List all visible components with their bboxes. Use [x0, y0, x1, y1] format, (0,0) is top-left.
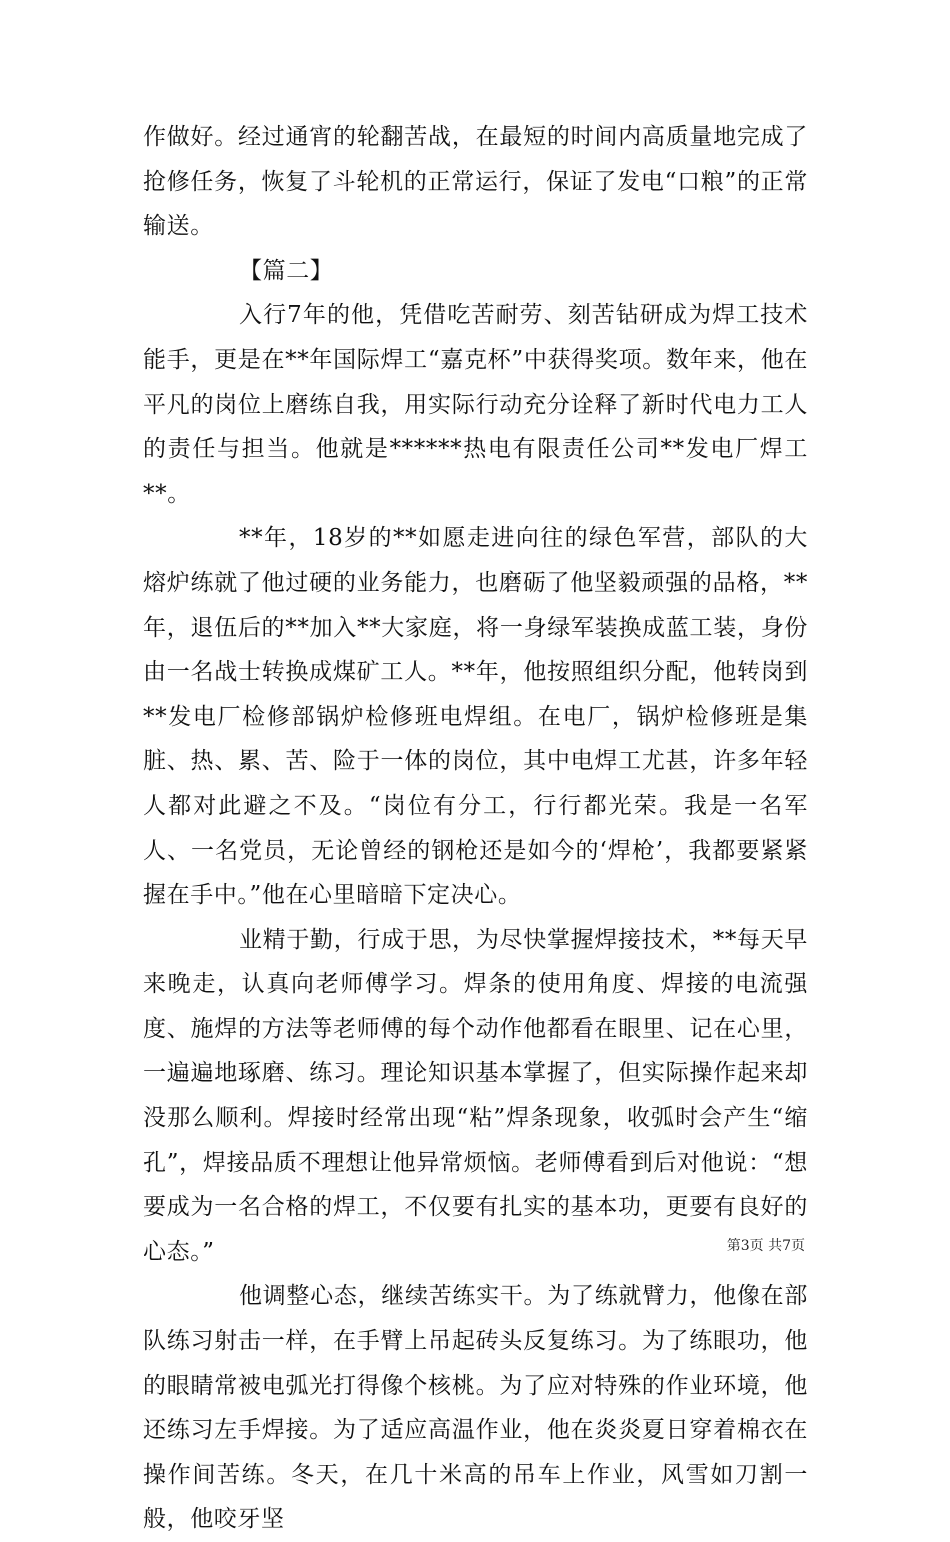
document-body: [143, 115, 808, 1542]
page-number-footer: 第3页 共7页: [726, 1238, 805, 1254]
paragraph-continuation: 作做好。经过通宵的轮翻苦战，在最短的时间内高质量地完成了抢修任务，恢复了斗轮机的正常运行，保证了发电“口粮”的正常输送。: [143, 124, 808, 240]
paragraph-learning: 业精于勤，行成于思，为尽快掌握焊接技术，**每天早来晚走，认真向老师傅学习。焊条的使用角度、焊接的电流强度、施焊的方法等老师傅的每个动作他都看在眼里、记在心里，一遍遍地琢磨、练习。理论知识基本掌握了，但实际操作起来却没那么顺利。焊接时经常出现“粘”焊条现象，收弧时会产生“缩孔”，焊接品质不理想让他异常烦恼。老师傅看到后对他说：“想要成为一名合格的焊工，不仅要有扎实的基本功，更要有良好的心态。”: [143, 926, 808, 1265]
paragraph-intro: 入行7年的他，凭借吃苦耐劳、刻苦钻研成为焊工技术能手，更是在**年国际焊工“嘉克杯”中获得奖项。数年来，他在平凡的岗位上磨练自我，用实际行动充分诠释了新时代电力工人的责任与担当。他就是******热电有限责任公司**发电厂焊工**。: [143, 302, 808, 507]
paragraph-military: **年，18岁的**如愿走进向往的绿色军营，部队的大熔炉练就了他过硬的业务能力，也磨砺了他坚毅顽强的品格，**年，退伍后的**加入**大家庭，将一身绿军装换成蓝工装，身份由一名战士转换成煤矿工人。**年，他按照组织分配，他转岗到**发电厂检修部锅炉检修班电焊组。在电厂，锅炉检修班是集脏、热、累、苦、险于一体的岗位，其中电焊工尤甚，许多年轻人都对此避之不及。“岗位有分工，行行都光荣。我是一名军人、一名党员，无论曾经的钢枪还是如今的‘焊枪’，我都要紧紧握在手中。”他在心里暗暗下定决心。: [143, 525, 808, 909]
paragraph-training: 他调整心态，继续苦练实干。为了练就臂力，他像在部队练习射击一样，在手臂上吊起砖头反复练习。为了练眼功，他的眼睛常被电弧光打得像个核桃。为了应对特殊的作业环境，他还练习左手焊接。为了适应高温作业，他在炎炎夏日穿着棉衣在操作间苦练。冬天，在几十米高的吊车上作业，风雪如刀割一般，他咬牙坚: [143, 1283, 808, 1533]
section-heading: 【篇二】: [239, 257, 334, 284]
